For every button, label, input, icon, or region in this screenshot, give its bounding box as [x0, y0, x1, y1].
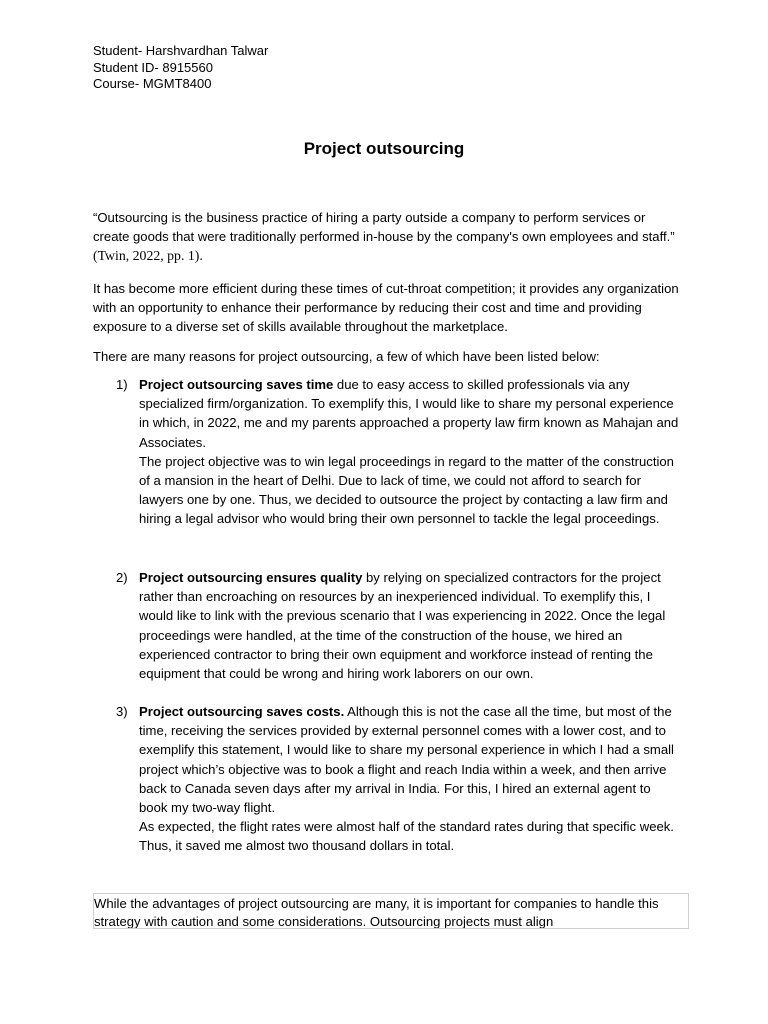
student-id: Student ID- 8915560	[93, 59, 213, 75]
list-item-extra: As expected, the flight rates were almost half of the standard rates during that specific week. Thus, it saved me almost two thousand dollars in total.	[139, 819, 674, 854]
quote-text: “Outsourcing is the business practice of hiring a party outside a company to perform services or create goods that were traditionally performed in-house by the company's own employees and staff.”	[93, 210, 675, 245]
document-title: Project outsourcing	[303, 139, 465, 158]
list-item-heading: Project outsourcing saves time	[139, 377, 334, 392]
student-info	[93, 43, 268, 93]
list-item-text: Project outsourcing saves costs. Although this is not the case all the time, but most of the time, receiving the services provided by external personnel comes with a lower cost, and to exemplify this statement, I would like to share my personal experience in which I had a small project which’s objective was to book a flight and reach India within a week, and then arrive back to Canada seven days after my arrival in India. For this, I hired an external agent to book my two-way flight.	[139, 704, 674, 816]
list-number: 3)	[116, 704, 128, 719]
student-name: Student- Harshvardhan Talwar	[93, 43, 269, 58]
reasons-intro: There are many reasons for project outsourcing, a few of which have been listed below:	[93, 349, 600, 364]
list-number: 2)	[116, 570, 128, 585]
quote-citation: (Twin, 2022, pp. 1).	[93, 248, 203, 264]
course-code: Course- MGMT8400	[93, 76, 212, 91]
closing-paragraph: While the advantages of project outsourcing are many, it is important for companies to handle this strategy with caution and some considerations. Outsourcing projects must align	[93, 893, 689, 929]
list-item-heading: Project outsourcing ensures quality	[139, 570, 363, 585]
list-item-text: Project outsourcing ensures quality by relying on specialized contractors for the project rather than encroaching on resources by an inexperienced individual. To exemplify this, I would like to link with the previous scenario that I was experiencing in 2022. Once the legal proceedings were handled, at the time of the construction of the house, we hired an experienced contractor to bring their own equipment and workforce instead of renting the equipment that could be wrong and hiring work laborers on our own.	[139, 570, 666, 682]
list-number: 1)	[116, 377, 128, 392]
intro-paragraph: It has become more efficient during these times of cut-throat competition; it provides any organization with an opportunity to enhance their performance by reducing their cost and time and providing exposure to a diverse set of skills available throughout the marketplace.	[93, 281, 679, 335]
list-item-extra: The project objective was to win legal proceedings in regard to the matter of the construction of a mansion in the heart of Delhi. Due to lack of time, we could not afford to search for lawyers one by one. Thus, we decided to outsource the project by contacting a law firm and hiring a legal advisor who would bring their own personnel to tackle the legal proceedings.	[139, 453, 674, 527]
list-item-text: Project outsourcing saves time due to easy access to skilled professionals via any specialized firm/organization. To exemplify this, I would like to share my personal experience in which, in 2022, me and my parents approached a property law firm known as Mahajan and Associates.	[139, 377, 679, 450]
list-item-heading: Project outsourcing saves costs.	[139, 704, 345, 719]
quote-paragraph	[93, 208, 683, 266]
